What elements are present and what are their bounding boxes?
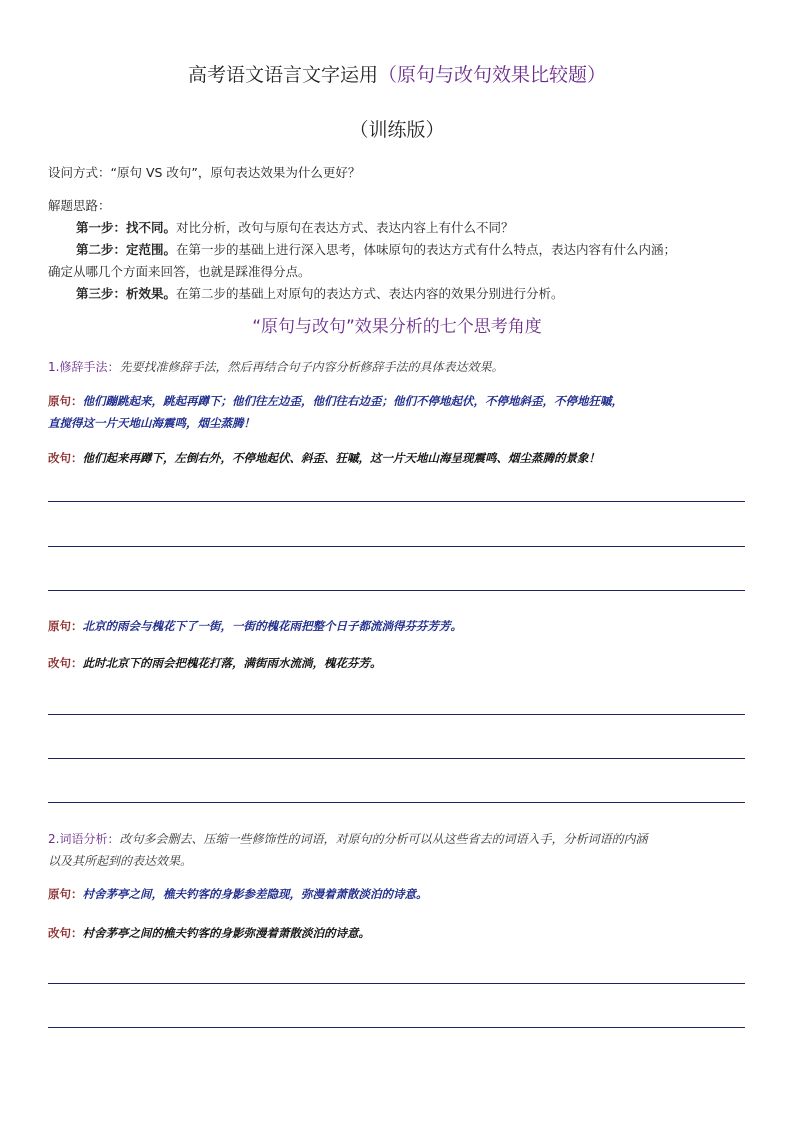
example-3-original xyxy=(48,886,428,902)
example-1-original-label: 原句： xyxy=(48,394,83,408)
question-mode: 设问方式：“原句 VS 改句”，原句表达效果为什么更好？ xyxy=(48,165,361,180)
example-2-original xyxy=(48,618,462,634)
example-2-revised xyxy=(48,655,382,671)
answer-line[interactable] xyxy=(48,758,745,759)
answer-line[interactable] xyxy=(48,714,745,715)
step-2-label: 第二步：定范围。 xyxy=(76,242,177,257)
angle-2-cont xyxy=(48,852,192,869)
example-2-revised-label: 改句： xyxy=(48,656,83,670)
example-2-revised-text: 此时北京下的雨会把槐花打落，满街雨水流淌，槐花芬芳。 xyxy=(82,656,382,670)
example-3-revised-label: 改句： xyxy=(48,926,83,940)
example-3-revised-text: 村舍茅亭之间的樵夫钓客的身影弥漫着萧散淡泊的诗意。 xyxy=(82,926,370,940)
step-2 xyxy=(76,240,676,258)
answer-line[interactable] xyxy=(48,590,745,591)
step-1-text: 对比分析，改句与原句在表达方式、表达内容上有什么不同？ xyxy=(176,220,514,235)
answer-line[interactable] xyxy=(48,1027,745,1028)
step-3-text: 在第二步的基础上对原句的表达方式、表达内容的效果分别进行分析。 xyxy=(176,286,564,301)
angle-2 xyxy=(48,830,647,847)
angle-2-text: 改句多会删去、压缩一些修饰性的词语，对原句的分析可以从这些省去的词语入手，分析词语的内涵 xyxy=(119,832,648,846)
angle-1 xyxy=(48,358,503,375)
example-1-revised-text: 他们起来再蹲下，左倒右外，不停地起伏、斜歪、狂嘁，这一片天地山海呈现震鸣、烟尘蒸腾的景象！ xyxy=(82,451,600,465)
answer-line[interactable] xyxy=(48,501,745,502)
example-3-original-label: 原句： xyxy=(48,887,83,901)
section-title: “原句与改句”效果分析的七个思考角度 xyxy=(252,317,542,337)
example-1-original-text: 他们蹦跳起来，跳起再蹲下；他们往左边歪，他们往右边歪；他们不停地起伏，不停地斜歪，不停地狂嘁， xyxy=(82,394,623,408)
step-2-cont: 确定从哪几个方面来回答，也就是踩准得分点。 xyxy=(48,264,311,279)
example-3-original-text: 村舍茅亭之间，樵夫钓客的身影参差隐现，弥漫着萧散淡泊的诗意。 xyxy=(82,887,428,901)
title-main: 高考语文语言文字运用 xyxy=(187,64,378,86)
title-paren: （原句与改句效果比较题） xyxy=(378,64,607,86)
example-2-original-label: 原句： xyxy=(48,619,83,633)
example-1-original xyxy=(48,393,623,409)
example-1-revised-label: 改句： xyxy=(48,451,83,465)
example-3-revised xyxy=(48,925,370,941)
approach-heading: 解题思路： xyxy=(48,198,111,213)
step-1-label: 第一步：找不同。 xyxy=(76,220,177,235)
angle-2-label: 2.词语分析： xyxy=(48,832,120,846)
step-3 xyxy=(76,284,564,302)
step-2-text: 在第一步的基础上进行深入思考，体味原句的表达方式有什么特点，表达内容有什么内涵； xyxy=(176,242,677,257)
example-1-revised xyxy=(48,450,600,466)
answer-line[interactable] xyxy=(48,802,745,803)
answer-line[interactable] xyxy=(48,546,745,547)
example-1-original-cont: 直搅得这一片天地山海震鸣，烟尘蒸腾！ xyxy=(48,416,255,430)
answer-line[interactable] xyxy=(48,983,745,984)
angle-1-label: 1.修辞手法： xyxy=(48,360,120,374)
page-title xyxy=(0,60,794,87)
edition-label: （训练版） xyxy=(349,119,445,141)
step-3-label: 第三步：析效果。 xyxy=(76,286,177,301)
step-1 xyxy=(76,218,514,236)
angle-1-text: 先要找准修辞手法，然后再结合句子内容分析修辞手法的具体表达效果。 xyxy=(119,360,504,374)
angle-2-text-cont: 以及其所起到的表达效果。 xyxy=(48,854,193,868)
example-2-original-text: 北京的雨会与槐花下了一街，一街的槐花雨把整个日子都流淌得芬芬芳芳。 xyxy=(82,619,462,633)
